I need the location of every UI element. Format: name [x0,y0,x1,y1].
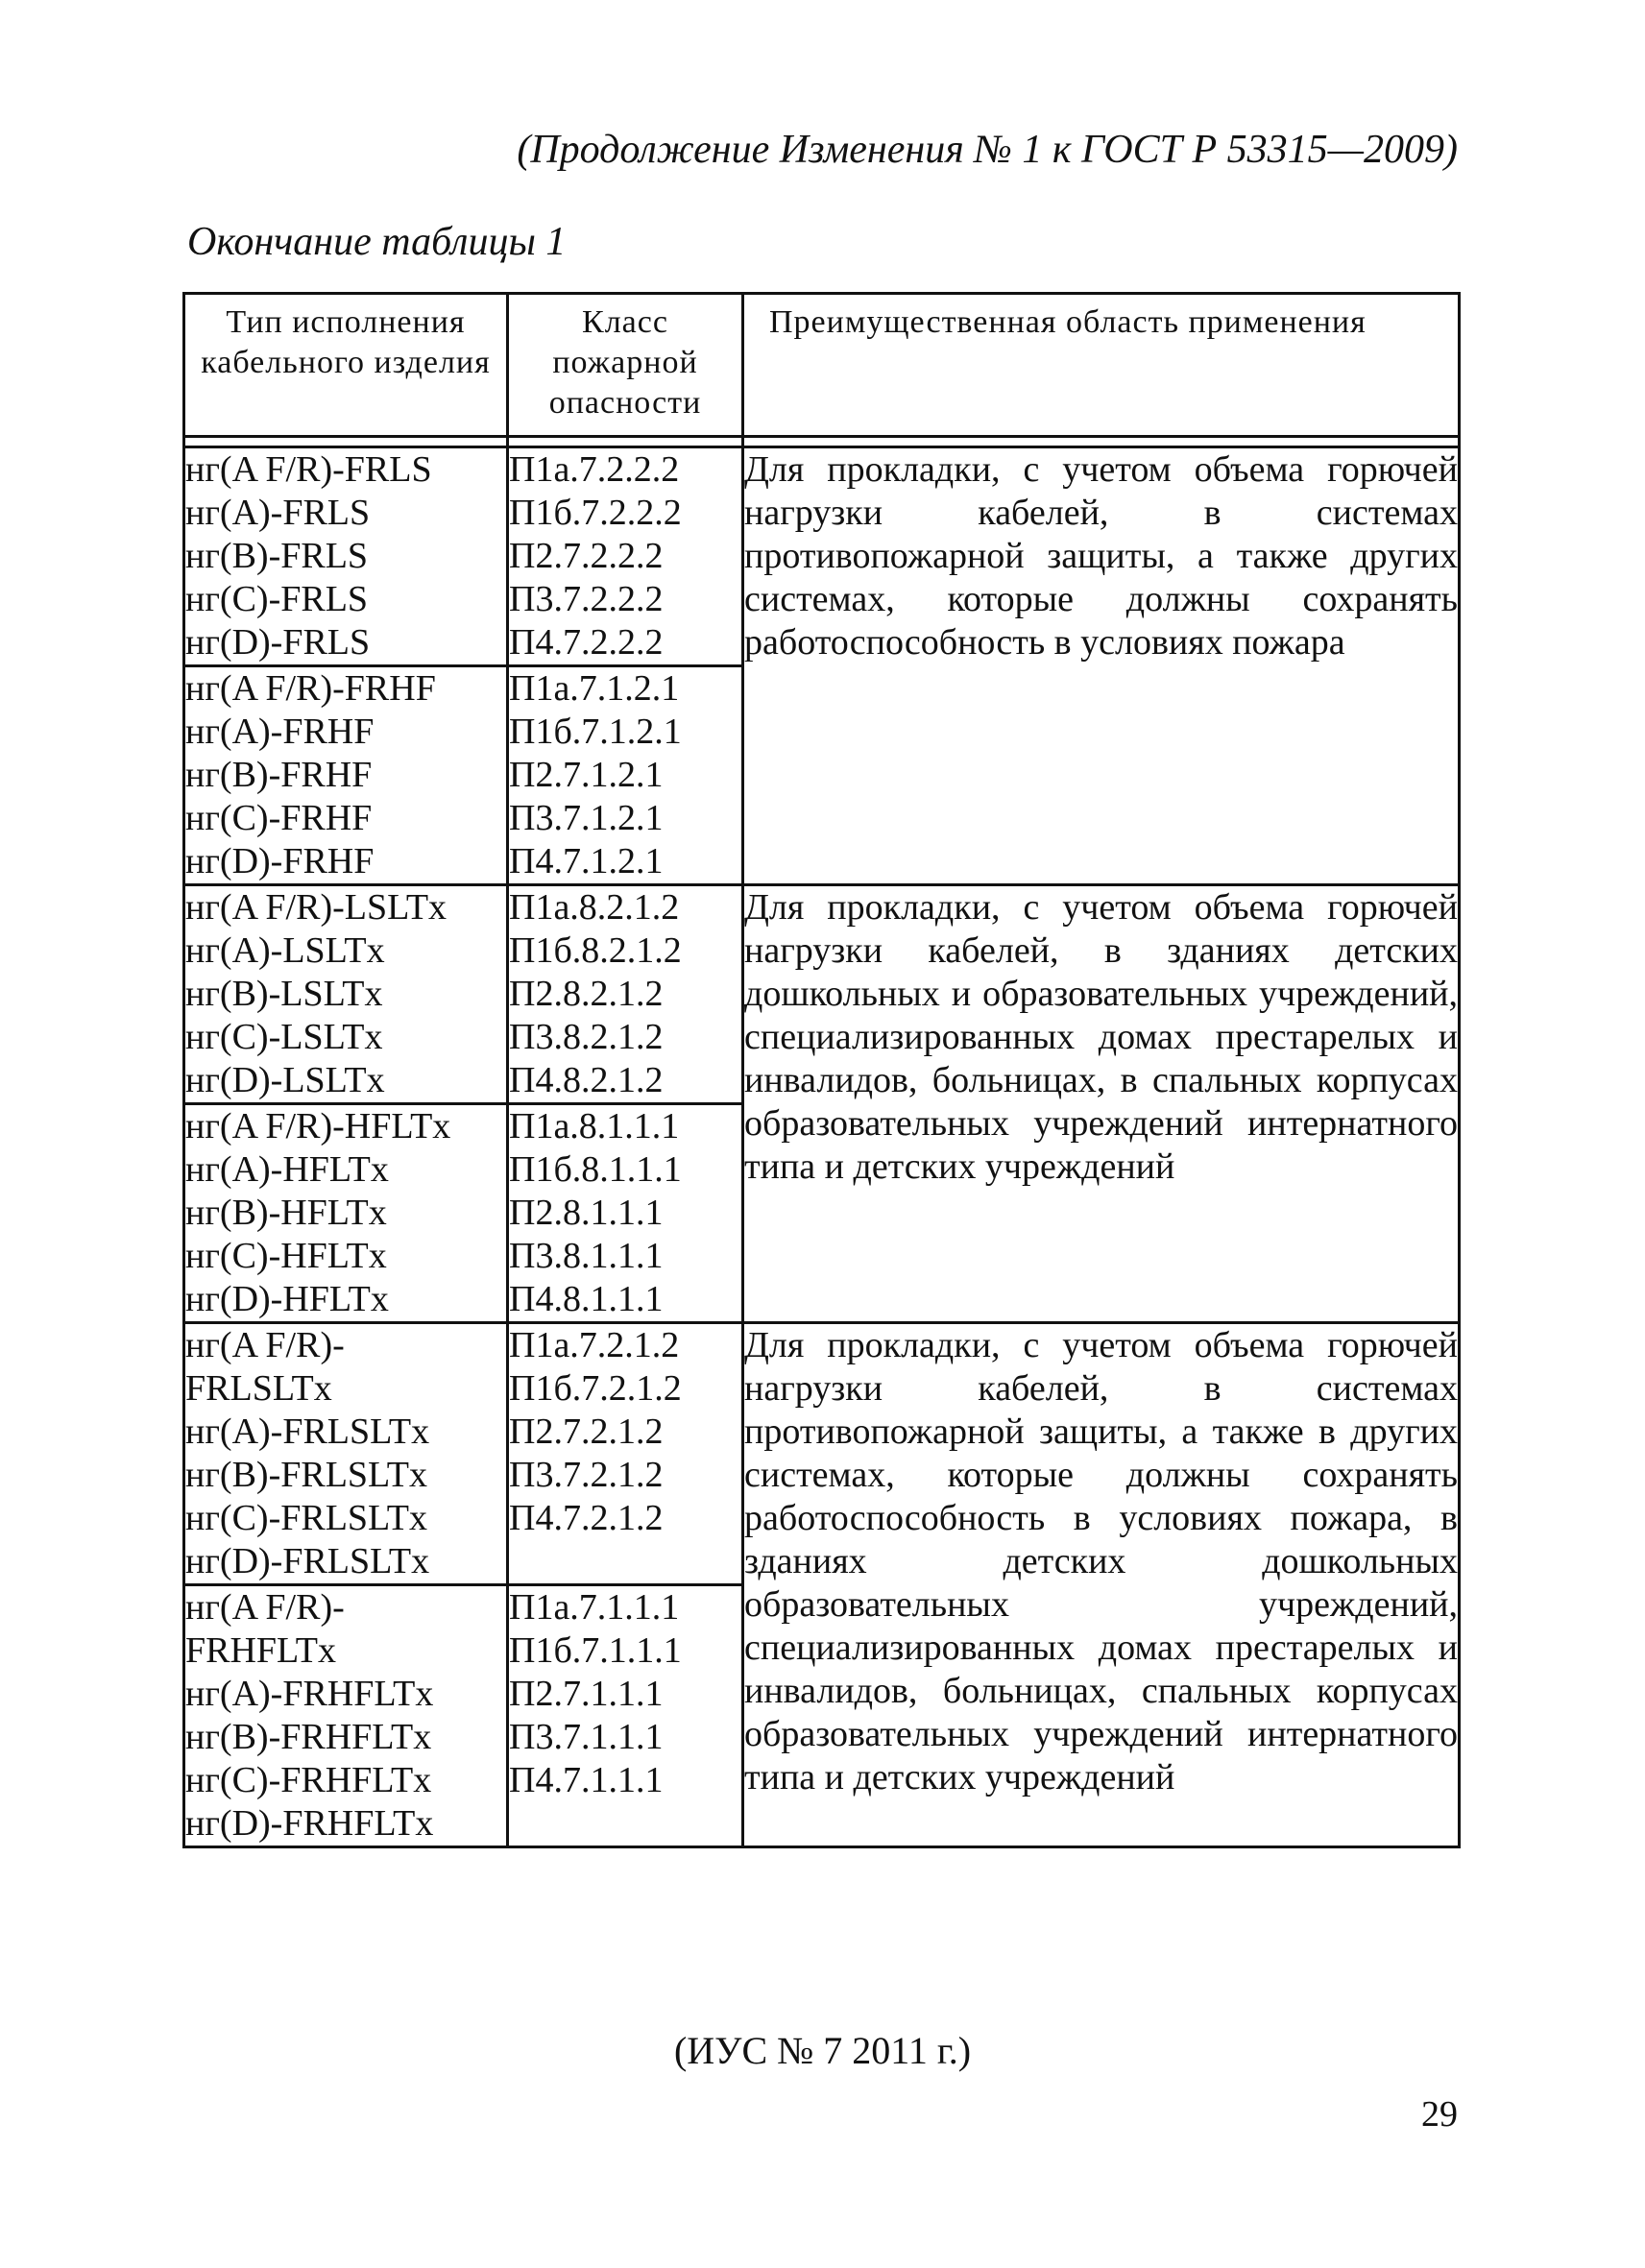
cable-type: нг(A F/R)-FRHF [185,668,436,709]
cable-type: нг(A)-LSLTx [185,930,385,971]
cable-type: нг(C)-FRHFLTx [185,1760,432,1800]
cable-type-cell [184,885,508,1104]
fire-class: П4.7.2.2.2 [509,622,664,663]
fire-class: П1а.8.2.1.2 [509,887,680,928]
fire-class-table [182,292,1461,1848]
header-separator [184,437,1460,447]
fire-class-cell [508,447,743,666]
fire-class: П1а.7.1.1.1 [509,1587,680,1628]
cable-type: нг(A F/R)-FRLS [185,449,432,490]
cable-type-cell [184,1585,508,1847]
fire-class: П3.7.2.2.2 [509,579,664,619]
cable-type: нг(A F/R)-HFLTx [185,1106,451,1146]
cable-type: нг(A F/R)- [185,1587,345,1628]
cable-type-cell [184,447,508,666]
fire-class: П2.8.2.1.2 [509,974,664,1014]
fire-class: П3.8.1.1.1 [509,1236,664,1276]
fire-class-cell [508,666,743,885]
cable-type: нг(A)-FRHF [185,712,375,752]
cable-type: нг(A)-FRHFLTx [185,1674,434,1714]
cable-type: нг(D)-FRLS [185,622,371,663]
cable-type: нг(D)-FRHFLTx [185,1803,434,1844]
fire-class-table-container [182,292,1458,1848]
cable-type: FRHFLTx [185,1630,336,1671]
fire-class: П1б.7.2.2.2 [509,493,682,533]
page-number: 29 [1421,2094,1458,2135]
cable-type: нг(D)-FRHF [185,841,375,881]
application-area-cell: Для прокладки, с учетом объема горючей нагрузки кабелей, в системах противопожарной защиты, а также других системах, которые должны сохранять работоспособность в условиях пожара [743,447,1460,885]
cable-type: нг(C)-FRHF [185,798,373,838]
fire-class: П2.7.2.2.2 [509,536,664,576]
cable-type: нг(B)-LSLTx [185,974,383,1014]
table-row [184,1323,1460,1585]
fire-class: П3.7.2.1.2 [509,1455,664,1495]
cable-type: нг(D)-LSLTx [185,1060,385,1100]
fire-class-cell [508,885,743,1104]
cable-type: нг(A F/R)- [185,1325,345,1365]
fire-class: П1б.8.2.1.2 [509,930,682,971]
fire-class: П1а.7.2.2.2 [509,449,680,490]
cable-type-cell [184,666,508,885]
fire-class: П1б.7.1.2.1 [509,712,682,752]
fire-class-cell [508,1585,743,1847]
cable-type: нг(C)-FRLS [185,579,369,619]
fire-class: П1б.8.1.1.1 [509,1149,682,1190]
header-type: Тип исполнения кабельного изделия [184,294,508,437]
fire-class: П1б.7.2.1.2 [509,1368,682,1409]
fire-class: П4.7.1.1.1 [509,1760,664,1800]
cable-type: нг(A)-FRLS [185,493,371,533]
fire-class: П1б.7.1.1.1 [509,1630,682,1671]
cable-type: нг(A)-HFLTx [185,1149,389,1190]
table-row [184,447,1460,666]
fire-class: П4.8.2.1.2 [509,1060,664,1100]
cable-type: нг(C)-HFLTx [185,1236,387,1276]
header-purpose: Преимущественная область применения [743,294,1460,437]
cable-type-cell [184,1323,508,1585]
cable-type-cell [184,1104,508,1323]
application-area-cell: Для прокладки, с учетом объема горючей нагрузки кабелей, в системах противопожарной защиты, а также в других системах, которые должны сохранять работоспособность в условиях пожара, в зданиях детских дошкольных образовательных учреждений, специализированных домах престарелых и инвалидов, больницах, спальных корпусах образовательных учреждений интернатного типа и детских учреждений [743,1323,1460,1847]
document-header-note: (Продолжение Изменения № 1 к ГОСТ Р 53315—2009) [517,128,1458,172]
table-header-row [184,294,1460,437]
fire-class: П1а.8.1.1.1 [509,1106,680,1146]
fire-class: П3.8.2.1.2 [509,1017,664,1057]
cable-type: нг(C)-FRLSLTx [185,1498,427,1538]
cable-type: нг(B)-FRLS [185,536,369,576]
table-body [184,447,1460,1847]
fire-class: П4.7.2.1.2 [509,1498,664,1538]
fire-class: П2.8.1.1.1 [509,1193,664,1233]
fire-class: П3.7.1.1.1 [509,1717,664,1757]
fire-class: П1а.7.2.1.2 [509,1325,680,1365]
cable-type: нг(A)-FRLSLTx [185,1411,430,1452]
cable-type: нг(B)-HFLTx [185,1193,387,1233]
fire-class: П2.7.2.1.2 [509,1411,664,1452]
cable-type: нг(B)-FRHFLTx [185,1717,432,1757]
cable-type: нг(D)-FRLSLTx [185,1541,430,1581]
fire-class: П4.7.1.2.1 [509,841,664,881]
fire-class-cell [508,1104,743,1323]
fire-class: П3.7.1.2.1 [509,798,664,838]
application-area-cell: Для прокладки, с учетом объема горючей нагрузки кабелей, в зданиях детских дошкольных и образовательных учреждений, специализированных домах престарелых и инвалидов, больницах, в спальных корпусах образовательных учреждений интернатного типа и детских учреждений [743,885,1460,1323]
cable-type: FRLSLTx [185,1368,332,1409]
fire-class-cell [508,1323,743,1585]
fire-class: П2.7.1.2.1 [509,755,664,795]
cable-type: нг(D)-HFLTx [185,1279,389,1319]
footer-note: (ИУС № 7 2011 г.) [673,2029,972,2072]
table-caption: Окончание таблицы 1 [187,220,567,264]
fire-class: П2.7.1.1.1 [509,1674,664,1714]
fire-class: П4.8.1.1.1 [509,1279,664,1319]
table-row [184,885,1460,1104]
cable-type: нг(C)-LSLTx [185,1017,383,1057]
cable-type: нг(A F/R)-LSLTx [185,887,448,928]
cable-type: нг(B)-FRLSLTx [185,1455,427,1495]
fire-class: П1а.7.1.2.1 [509,668,680,709]
header-class: Класс пожарной опасности [508,294,743,437]
cable-type: нг(B)-FRHF [185,755,373,795]
